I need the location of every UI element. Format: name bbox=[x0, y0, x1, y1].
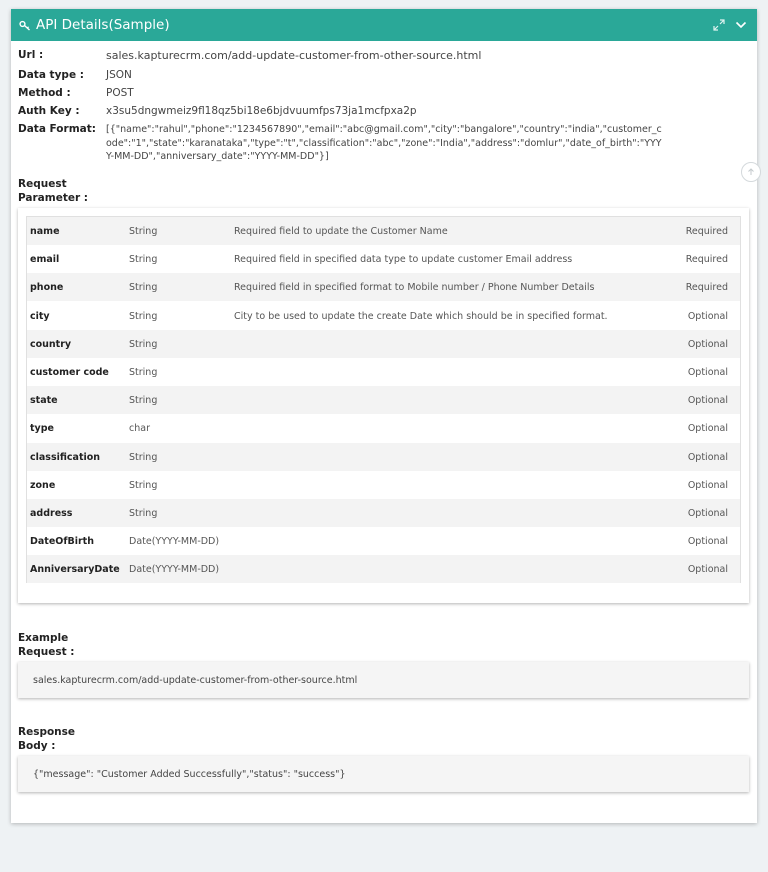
param-requirement: Optional bbox=[687, 423, 728, 435]
param-requirement: Required bbox=[685, 254, 728, 266]
param-name: phone bbox=[30, 282, 64, 294]
table-row bbox=[27, 443, 740, 471]
param-requirement: Optional bbox=[687, 564, 728, 576]
param-requirement: Optional bbox=[687, 310, 728, 322]
request-parameter-label: Request Parameter : bbox=[18, 178, 88, 204]
panel-header bbox=[11, 9, 757, 41]
param-description: City to be used to update the create Date which should be in specified format. bbox=[234, 310, 608, 322]
param-requirement: Optional bbox=[687, 451, 728, 463]
example-request-label: Example Request : bbox=[18, 632, 75, 658]
param-type: String bbox=[129, 479, 158, 491]
response-body-label: Response Body : bbox=[18, 726, 76, 752]
param-requirement: Optional bbox=[687, 508, 728, 519]
param-requirement: Required bbox=[685, 282, 728, 294]
param-name: address bbox=[30, 508, 73, 519]
url-label: Url : bbox=[18, 49, 44, 61]
param-name: city bbox=[30, 310, 50, 322]
request-parameter-card bbox=[18, 208, 749, 603]
table-row bbox=[27, 414, 740, 442]
param-description: Required field in specified data type to update customer Email address bbox=[234, 254, 573, 266]
param-name: state bbox=[30, 395, 58, 407]
data-format-label: Data Format: bbox=[18, 123, 96, 135]
param-type: String bbox=[129, 338, 158, 350]
table-row bbox=[27, 245, 740, 273]
param-type: String bbox=[129, 282, 158, 294]
table-row bbox=[27, 527, 740, 555]
param-requirement: Optional bbox=[687, 536, 728, 548]
arrow-up-circle-icon[interactable] bbox=[741, 162, 761, 182]
table-row bbox=[27, 358, 740, 386]
param-name: email bbox=[30, 254, 60, 266]
table-row bbox=[27, 471, 740, 499]
example-request-value: sales.kapturecrm.com/add-update-customer-from-other-source.html bbox=[33, 675, 358, 686]
param-name: name bbox=[30, 226, 60, 237]
param-description: Required field in specified format to Mobile number / Phone Number Details bbox=[234, 282, 595, 294]
param-name: zone bbox=[30, 479, 56, 491]
auth-key-label: Auth Key : bbox=[18, 105, 80, 117]
method-value: POST bbox=[106, 87, 134, 99]
data-format-value: [{"name":"rahul","phone":"1234567890","email":"abc@gmail.com","city":"bangalore","country":"india","customer_code":"1","state":"karanataka","type":"t","classification":"abc","zone":"India","address":"domlur","date_of_birth":"YYYY-MM-DD","anniversary_date":"YYYY-MM-DD"}] bbox=[106, 124, 662, 162]
param-requirement: Optional bbox=[687, 367, 728, 378]
panel-title: API Details(Sample) bbox=[36, 17, 170, 33]
param-type: String bbox=[129, 254, 158, 266]
table-row bbox=[27, 499, 740, 527]
param-type: String bbox=[129, 508, 158, 519]
param-type: String bbox=[129, 451, 158, 463]
table-row bbox=[27, 273, 740, 301]
param-name: country bbox=[30, 338, 72, 350]
param-name: AnniversaryDate bbox=[30, 564, 120, 576]
table-row bbox=[27, 302, 740, 330]
param-requirement: Optional bbox=[687, 338, 728, 350]
response-body-box bbox=[18, 756, 749, 792]
param-name: DateOfBirth bbox=[30, 536, 94, 548]
param-name: type bbox=[30, 423, 54, 435]
url-value: sales.kapturecrm.com/add-update-customer-from-other-source.html bbox=[106, 49, 482, 62]
example-request-box bbox=[18, 662, 749, 698]
param-type: String bbox=[129, 395, 158, 407]
param-name: classification bbox=[30, 451, 101, 463]
table-row bbox=[27, 555, 740, 583]
param-requirement: Optional bbox=[687, 395, 728, 407]
expand-icon[interactable] bbox=[711, 17, 727, 33]
api-details-panel bbox=[11, 9, 757, 823]
response-body-value: {"message": "Customer Added Successfully","status": "success"} bbox=[33, 769, 346, 780]
table-row bbox=[27, 217, 740, 245]
auth-key-value: x3su5dngwmeiz9fl18qz5bi18e6bjdvuumfps73ja1mcfpxa2p bbox=[106, 105, 417, 117]
key-icon bbox=[19, 19, 31, 31]
param-type: String bbox=[129, 367, 158, 378]
param-type: String bbox=[129, 310, 158, 322]
chevron-down-icon[interactable] bbox=[733, 17, 749, 33]
data-type-label: Data type : bbox=[18, 69, 84, 81]
table-row bbox=[27, 386, 740, 414]
request-parameter-table bbox=[26, 216, 741, 583]
data-type-value: JSON bbox=[106, 69, 132, 81]
param-type: String bbox=[129, 226, 158, 237]
param-name: customer code bbox=[30, 367, 109, 378]
param-type: Date(YYYY-MM-DD) bbox=[129, 564, 220, 576]
param-type: char bbox=[129, 423, 150, 435]
table-row bbox=[27, 330, 740, 358]
param-requirement: Optional bbox=[687, 479, 728, 491]
param-description: Required field to update the Customer Name bbox=[234, 226, 448, 237]
method-label: Method : bbox=[18, 87, 71, 99]
param-type: Date(YYYY-MM-DD) bbox=[129, 536, 220, 548]
param-requirement: Required bbox=[685, 226, 728, 237]
